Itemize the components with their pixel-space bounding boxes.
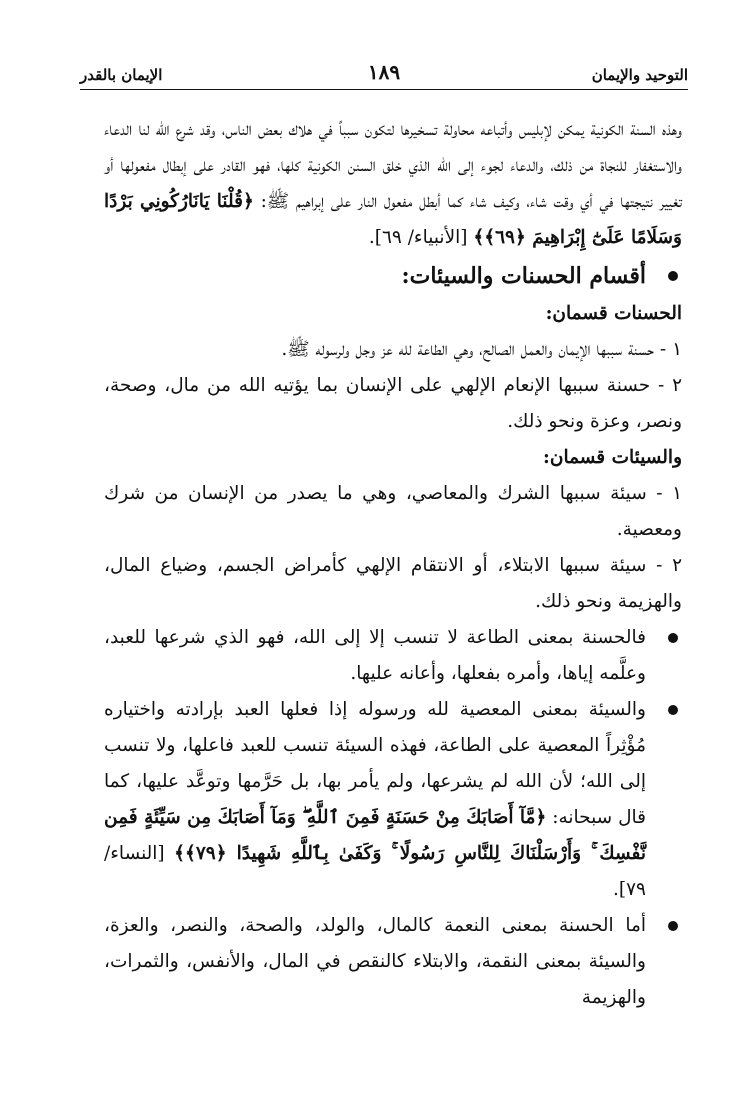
bullet-icon <box>668 633 678 643</box>
bullet-quran-verse: ﴿مَّآ أَصَابَكَ مِنْ حَسَنَةٍ فَمِنَ ٱللَّهِ ۖ وَمَآ أَصَابَكَ مِن سَيِّئَةٍ فَمِن نَّفْسِكَ ۚ وَأَرْسَلْنَاكَ لِلنَّاسِ رَسُولًا ۚ وَكَفَىٰ بِٱللَّهِ شَهِيدًا ﴿٧٩﴾﴾ <box>104 807 646 864</box>
intro-paragraph <box>104 112 682 256</box>
good-deeds-item-2: ٢ - حسنة سببها الإنعام الإلهي على الإنسان بما يؤتيه الله من مال، وصحة، ونصر، وعزة ونحو ذلك. <box>104 375 682 432</box>
bullet-icon <box>668 705 678 715</box>
intro-quran-verse: ﴿قُلْنَا يَانَارُكُونِي بَرْدًا وَسَلَامًا عَلَىٰٓ إِبْرَاهِيمَ ﴿٦٩﴾﴾ <box>104 191 682 248</box>
intro-verse-reference: [الأنبياء/ ٦٩]. <box>368 227 468 248</box>
bullet-text: والسيئة بمعنى المعصية لله ورسوله إذا فعلها العبد بإرادته واختياره مُؤْثِراً المعصية على الطاعة، فهذه السيئة تنسب للعبد فاعلها، ولا تنسب إلى الله؛ لأن الله لم يشرعها، ولم يأمر بها، بل حَرَّمها وتوعَّد عليها، كما قال سبحانه: <box>104 699 647 828</box>
bullet-text: أما الحسنة بمعنى النعمة كالمال، والولد، والصحة، والنصر، والعزة، والسيئة بمعنى النقمة، والابتلاء كالنقص في المال، والأنفس، والثمرات، والهزيمة <box>104 915 646 1008</box>
section-heading-text: أقسام الحسنات والسيئات: <box>401 263 646 289</box>
page-header <box>80 60 688 88</box>
bullet-icon <box>668 271 678 281</box>
bullet-icon <box>668 921 678 931</box>
page-body <box>104 112 682 1016</box>
header-book-title: التوحيد والإيمان <box>591 66 688 84</box>
header-chapter-title: الإيمان بالقدر <box>80 66 163 84</box>
page-number: ١٨٩ <box>367 60 401 84</box>
bad-deeds-item-1: ١ - سيئة سببها الشرك والمعاصي، وهي ما يصدر من الإنسان من شرك ومعصية. <box>104 483 682 540</box>
good-deeds-item-1: ١ - حسنة سببها الإيمان والعمل الصالح، وهي الطاعة لله عز وجل ولرسوله ﷺ. <box>281 339 682 360</box>
section-heading <box>104 256 682 296</box>
intro-text: وهذه السنة الكونية يمكن لإبليس وأتباعه محاولة تسخيرها لتكون سبباً في هلاك بعض الناس، وقد شرع الله لنا الدعاء والاستغفار للنجاة من ذلك، والدعاء لجوء إلى الله الذي خلق السنن الكونية كلها، فهو القادر على إبطال مفعولها أو تغيير نتيجتها في أي وقت شاء، وكيف شاء كما أبطل مفعول النار على إبراهيم ﷺ: <box>104 119 682 212</box>
header-divider <box>80 89 688 90</box>
bullet-paragraph-1 <box>104 620 682 692</box>
bullet-paragraph-2 <box>104 692 682 908</box>
bullet-verse-reference: [النساء/ ٧٩]. <box>104 843 646 900</box>
bad-deeds-item-2: ٢ - سيئة سببها الابتلاء، أو الانتقام الإلهي كأمراض الجسم، وضياع المال، والهزيمة ونحو ذلك. <box>104 555 682 612</box>
bullet-text: فالحسنة بمعنى الطاعة لا تنسب إلا إلى الله، فهو الذي شرعها للعبد، وعلَّمه إياها، وأمره بفعلها، وأعانه عليها. <box>104 627 646 684</box>
good-deeds-title: الحسنات قسمان: <box>545 303 682 324</box>
bad-deeds-title: والسيئات قسمان: <box>543 447 682 468</box>
bullet-paragraph-3 <box>104 908 682 1016</box>
